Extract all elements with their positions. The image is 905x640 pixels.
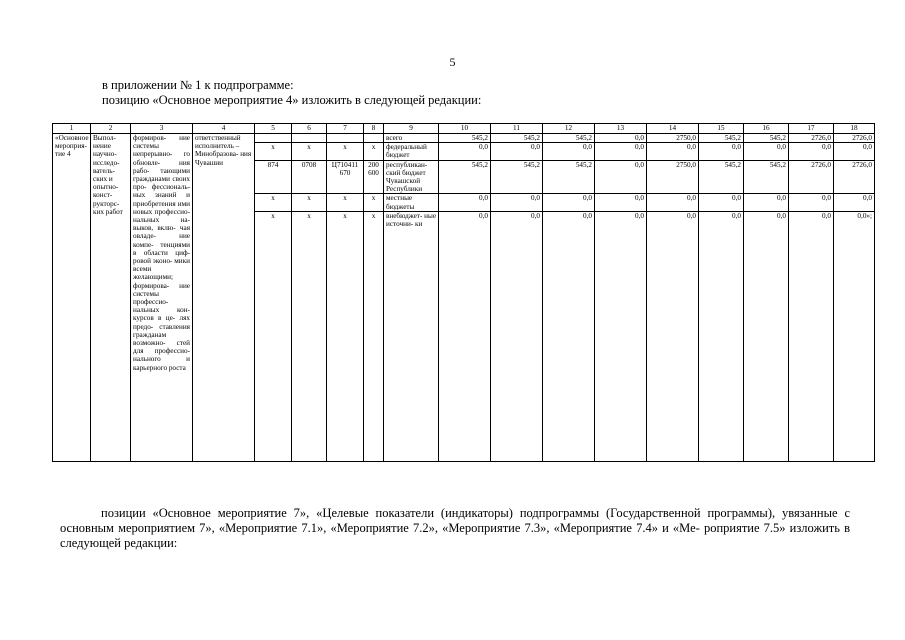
value-cell: 0,0: [595, 194, 647, 211]
header-cell-6: 6: [292, 124, 327, 134]
page-number: 5: [449, 55, 456, 69]
header-row: [53, 124, 875, 134]
header-cell-8: 8: [364, 124, 384, 134]
target-article-cell: x: [327, 211, 364, 461]
value-cell: 0,0: [789, 211, 834, 461]
value-cell: 0,0: [834, 194, 875, 211]
expense-group-cell: x: [364, 143, 384, 160]
header-cell-1: 1: [53, 124, 91, 134]
header-cell-18: 18: [834, 124, 875, 134]
value-cell: 0,0»;: [834, 211, 875, 461]
expense-group-cell: x: [364, 211, 384, 461]
value-cell: 545,2: [491, 134, 543, 143]
value-cell: 0,0: [744, 143, 789, 160]
header-cell-2: 2: [91, 124, 131, 134]
value-cell: 0,0: [789, 143, 834, 160]
expense-group-cell: 200 600: [364, 160, 384, 194]
value-cell: 545,2: [543, 160, 595, 194]
value-cell: 0,0: [647, 194, 699, 211]
value-cell: 0,0: [647, 211, 699, 461]
target-article-cell: x: [327, 143, 364, 160]
value-cell: 0,0: [543, 194, 595, 211]
funding-source-cell: местные бюджеты: [384, 194, 439, 211]
value-cell: 0,0: [439, 194, 491, 211]
section-cell: [292, 134, 327, 143]
intro-line-1: в приложении № 1 к подпрограмме:: [102, 78, 294, 92]
value-cell: 0,0: [491, 211, 543, 461]
value-cell: 545,2: [439, 160, 491, 194]
value-cell: 0,0: [744, 194, 789, 211]
grbs-cell: [255, 134, 292, 143]
header-cell-11: 11: [491, 124, 543, 134]
header-cell-9: 9: [384, 124, 439, 134]
value-cell: 545,2: [744, 134, 789, 143]
value-cell: 2726,0: [789, 160, 834, 194]
grbs-cell: x: [255, 194, 292, 211]
target-article-cell: [327, 134, 364, 143]
value-cell: 2726,0: [789, 134, 834, 143]
expense-group-cell: [364, 134, 384, 143]
section-cell: x: [292, 211, 327, 461]
header-cell-7: 7: [327, 124, 364, 134]
value-cell: 0,0: [595, 211, 647, 461]
value-cell: 0,0: [699, 194, 744, 211]
outro-paragraph: позиции «Основное мероприятие 7», «Целевые показатели (индикаторы) подпрограммы (Государственной программы), увязанные с основным мероприятием 7», «Мероприятие 7.1», «Мероприятие 7.2», «Мероприятие 7.3», «Мероприятие 7.4» и «Ме- роприятие 7.5» изложить в следующей редакции:: [60, 506, 850, 550]
value-cell: 2726,0: [834, 160, 875, 194]
measure-name-cell: «Основное мероприя- тие 4: [53, 134, 91, 462]
header-cell-15: 15: [699, 124, 744, 134]
value-cell: 545,2: [491, 160, 543, 194]
value-cell: 0,0: [789, 194, 834, 211]
measure-task-cell: Выпол- нение научно- исследо- ватель- ских и опытно- конст- рукторс- ких работ: [91, 134, 131, 462]
header-cell-14: 14: [647, 124, 699, 134]
header-cell-4: 4: [193, 124, 255, 134]
value-cell: 2750,0: [647, 160, 699, 194]
value-cell: 0,0: [491, 143, 543, 160]
value-cell: 0,0: [543, 211, 595, 461]
value-cell: 0,0: [699, 211, 744, 461]
value-cell: 545,2: [699, 134, 744, 143]
header-cell-16: 16: [744, 124, 789, 134]
value-cell: 2750,0: [647, 134, 699, 143]
grbs-cell: x: [255, 143, 292, 160]
funding-table: [52, 123, 875, 462]
header-cell-3: 3: [131, 124, 193, 134]
header-cell-10: 10: [439, 124, 491, 134]
header-cell-12: 12: [543, 124, 595, 134]
grbs-cell: x: [255, 211, 292, 461]
intro-line-2: позицию «Основное мероприятие 4» изложить в следующей редакции:: [102, 93, 482, 107]
value-cell: 0,0: [744, 211, 789, 461]
table-row: [53, 134, 875, 143]
value-cell: 545,2: [744, 160, 789, 194]
value-cell: 0,0: [834, 143, 875, 160]
value-cell: 545,2: [439, 134, 491, 143]
value-cell: 545,2: [543, 134, 595, 143]
value-cell: 0,0: [595, 143, 647, 160]
value-cell: 0,0: [491, 194, 543, 211]
target-article-cell: Ц710411 670: [327, 160, 364, 194]
executor-cell: ответственный исполнитель – Минобразова- ния Чувашии: [193, 134, 255, 462]
value-cell: 0,0: [543, 143, 595, 160]
funding-source-cell: всего: [384, 134, 439, 143]
value-cell: 2726,0: [834, 134, 875, 143]
header-cell-17: 17: [789, 124, 834, 134]
header-cell-5: 5: [255, 124, 292, 134]
measure-goal-cell: формиров- ние системы непрерывно- го обновле- ния рабо- тающими гражданами своих про- фессиональ- ных знаний и приобретения ими новых профессио- нальных на- выков, вклю- чая овладе- ние компе- тенциями в области циф- ровой эконо- мики всеми желающими; формирова- ние системы профессио- нальных кон- курсов в це- лях предо- ставления гражданам возможно- стей для профессио- нального и карьерного роста: [131, 134, 193, 462]
expense-group-cell: x: [364, 194, 384, 211]
value-cell: 0,0: [595, 160, 647, 194]
funding-source-cell: республикан- ский бюджет Чувашской Республики: [384, 160, 439, 194]
value-cell: 0,0: [647, 143, 699, 160]
value-cell: 545,2: [699, 160, 744, 194]
target-article-cell: x: [327, 194, 364, 211]
grbs-cell: 874: [255, 160, 292, 194]
section-cell: 0708: [292, 160, 327, 194]
value-cell: 0,0: [699, 143, 744, 160]
value-cell: 0,0: [439, 143, 491, 160]
header-cell-13: 13: [595, 124, 647, 134]
funding-source-cell: внебюджет- ные источни- ки: [384, 211, 439, 461]
section-cell: x: [292, 194, 327, 211]
value-cell: 0,0: [595, 134, 647, 143]
section-cell: x: [292, 143, 327, 160]
value-cell: 0,0: [439, 211, 491, 461]
funding-source-cell: федеральный бюджет: [384, 143, 439, 160]
